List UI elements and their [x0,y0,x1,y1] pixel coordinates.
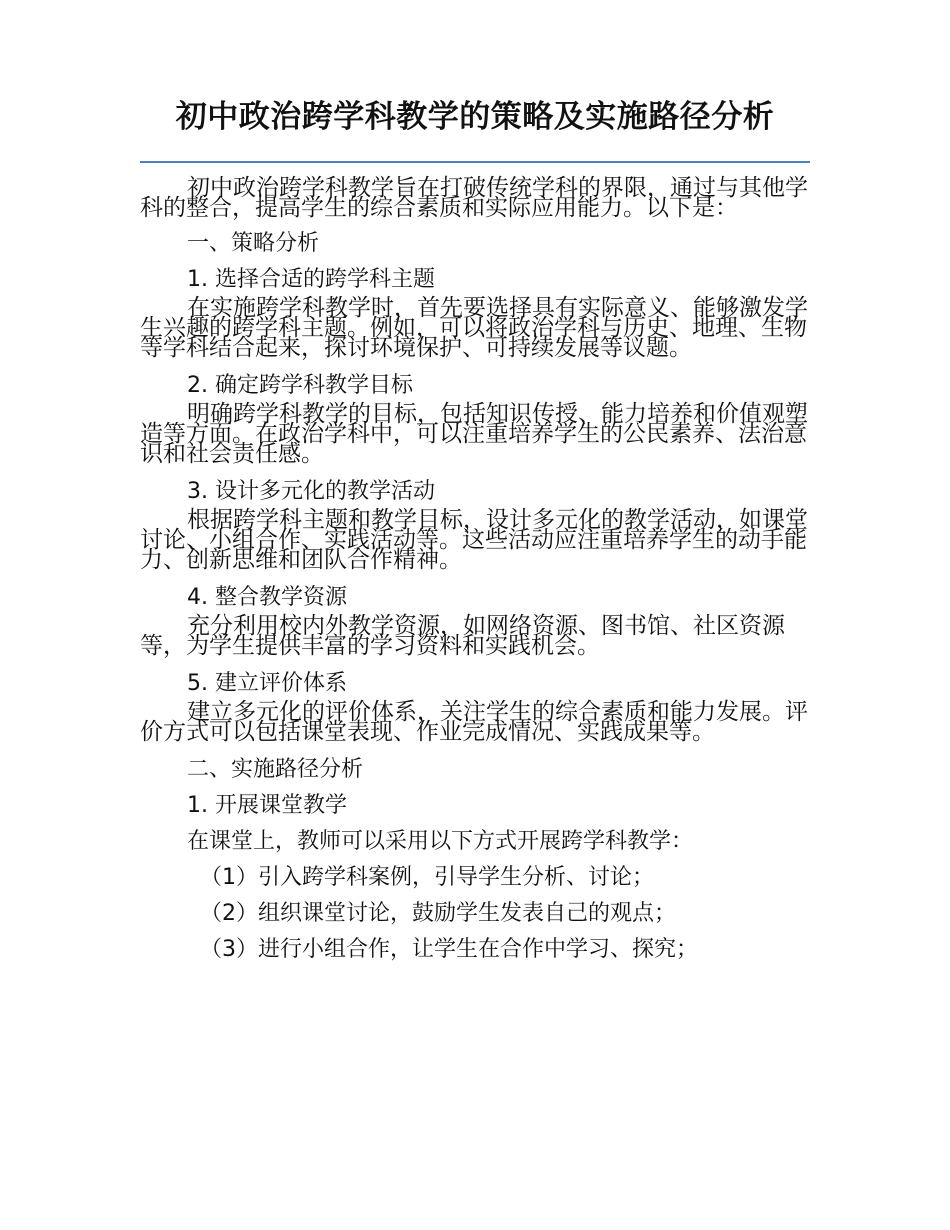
subheading: 3. 设计多元化的教学活动 [187,479,435,504]
section-heading-strategy: 一、策略分析 [187,231,320,256]
subheading: 5. 建立评价体系 [187,671,347,696]
document-body [140,175,810,968]
subheading-intro: 在课堂上，教师可以采用以下方式开展跨学科教学： [187,829,694,854]
body-paragraph: 明确跨学科教学的目标，包括知识传授、能力培养和价值观塑造等方面。在政治学科中，可以注重培养学生的公民素养、法治意识和社会责任感。 [140,401,808,467]
body-paragraph: 根据跨学科主题和教学目标，设计多元化的教学活动，如课堂讨论、小组合作、实践活动等。这些活动应注重培养学生的动手能力、创新思维和团队合作精神。 [140,507,808,573]
subheading: 1. 选择合适的跨学科主题 [187,267,435,292]
list-item: （2）组织课堂讨论，鼓励学生发表自己的观点； [200,901,676,926]
title-underline [140,161,810,163]
section-heading-implementation: 二、实施路径分析 [187,757,364,782]
document-title: 初中政治跨学科教学的策略及实施路径分析 [175,99,775,135]
subheading: 2. 确定跨学科教学目标 [187,373,413,398]
body-paragraph: 在实施跨学科教学时，首先要选择具有实际意义、能够激发学生兴趣的跨学科主题。例如，可以将政治学科与历史、地理、生物等学科结合起来，探讨环境保护、可持续发展等议题。 [140,295,808,361]
list-item: （3）进行小组合作，让学生在合作中学习、探究； [200,937,698,962]
subheading: 4. 整合教学资源 [187,585,347,610]
body-paragraph: 充分利用校内外教学资源，如网络资源、图书馆、社区资源等，为学生提供丰富的学习资料和实践机会。 [140,613,785,659]
intro-paragraph: 初中政治跨学科教学旨在打破传统学科的界限，通过与其他学科的整合，提高学生的综合素质和实际应用能力。以下是： [140,175,808,221]
list-item: （1）引入跨学科案例，引导学生分析、讨论； [200,865,654,890]
body-paragraph: 建立多元化的评价体系，关注学生的综合素质和能力发展。评价方式可以包括课堂表现、作业完成情况、实践成果等。 [140,699,808,745]
subheading: 1. 开展课堂教学 [187,793,347,818]
